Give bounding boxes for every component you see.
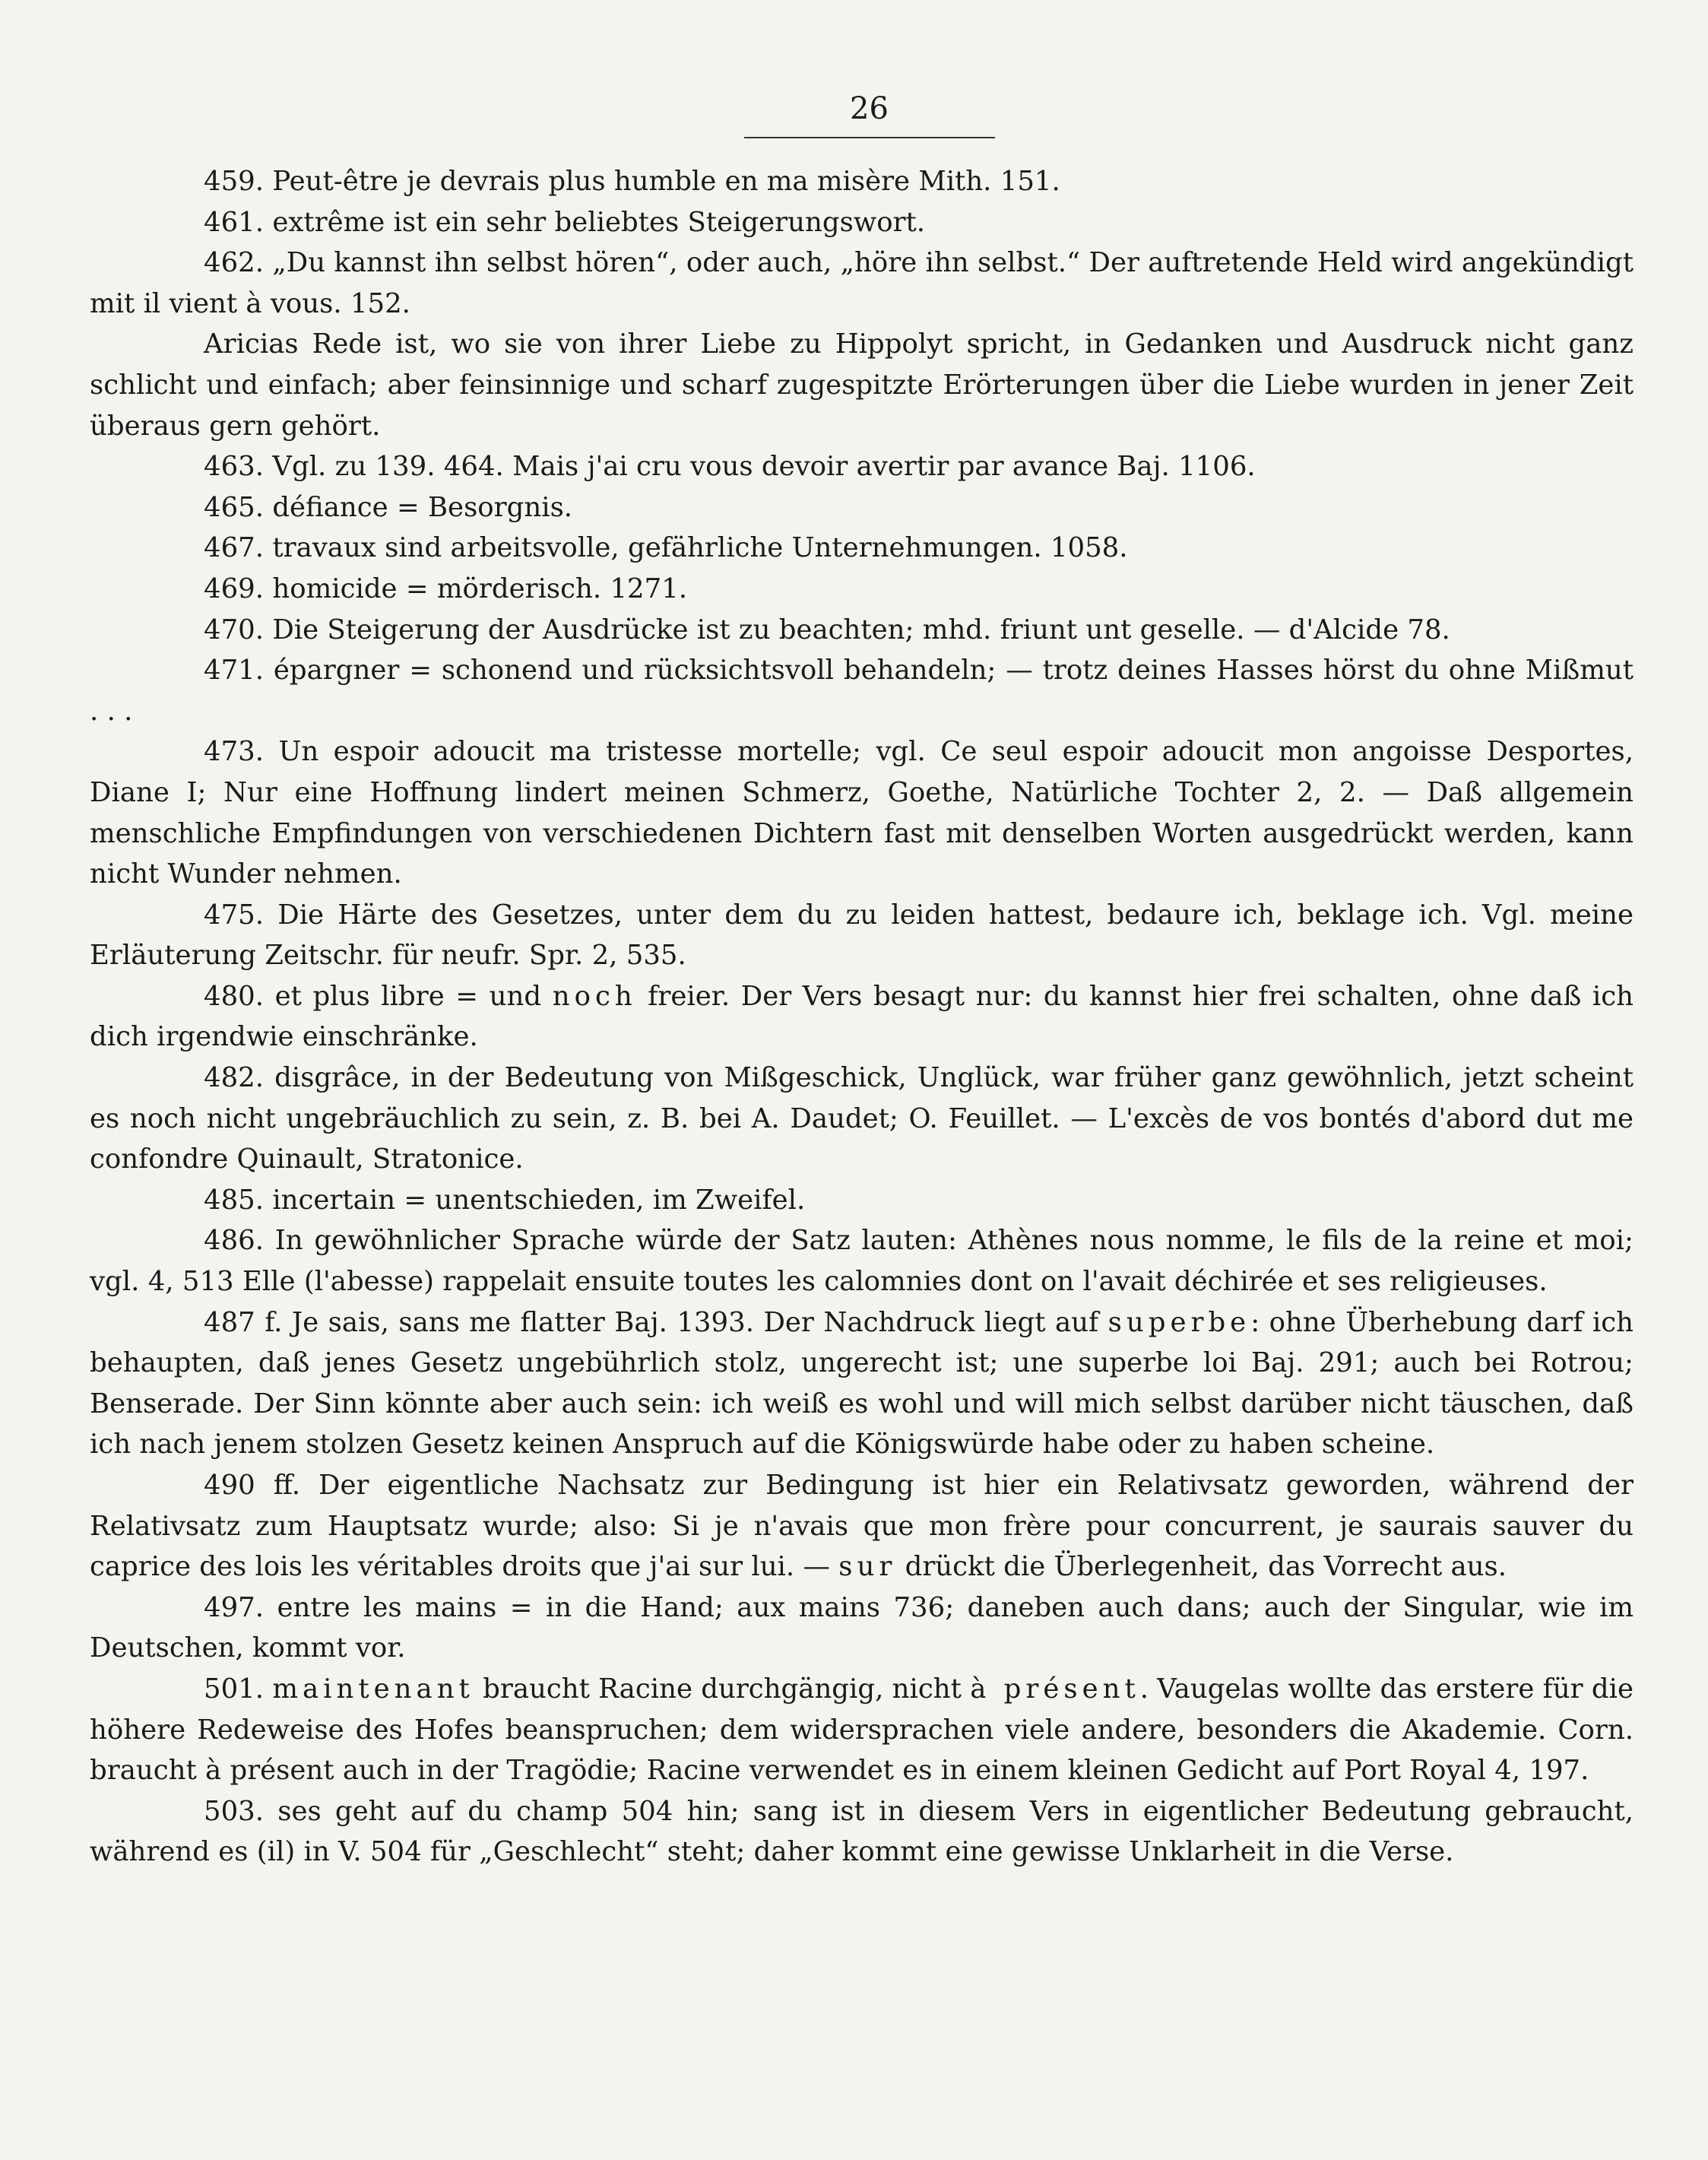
note-text: freier. Der Vers besagt nur: du kannst hier frei schalten, ohne daß ich dich irgendwie einschränke. (90, 980, 1634, 1053)
page-number: 26 (850, 91, 889, 126)
note-text: 482. disgrâce, in der Bedeutung von Mißgeschick, Unglück, war früher ganz gewöhnlich, jetzt scheint es noch nicht ungebräuchlich zu sein, z. B. bei A. Daudet; O. Feuillet. — L'excès de vos bontés d'abord dut me confondre Quinault, Stratonice. (90, 1062, 1634, 1175)
note-text: drückt die Überlegenheit, das Vorrecht aus. (896, 1551, 1507, 1583)
note-text: 461. extrême ist ein sehr beliebtes Steigerungswort. (204, 206, 926, 238)
note-paragraph (90, 243, 1634, 324)
note-text: 486. In gewöhnlicher Sprache würde der Satz lauten: Athènes nous nomme, le fils de la reine et moi; vgl. 4, 513 Elle (l'abesse) rappelait ensuite toutes les calomnies dont on l'avait déchirée et ses religieuses. (90, 1225, 1634, 1298)
note-paragraph (90, 202, 1634, 243)
note-text: 467. travaux sind arbeitsvolle, gefährliche Unternehmungen. 1058. (204, 532, 1128, 564)
spaced-emphasis: noch (552, 980, 637, 1012)
note-text: 465. défiance = Besorgnis. (204, 491, 573, 523)
note-paragraph (90, 610, 1634, 651)
note-paragraph (90, 976, 1634, 1058)
header-rule (744, 137, 995, 138)
note-paragraph (90, 1180, 1634, 1221)
note-paragraph (90, 1220, 1634, 1302)
note-text: 503. ses geht auf du champ 504 hin; sang ist in diesem Vers in eigentlicher Bedeutung gebraucht, während es (il) in V. 504 für „Geschlecht“ steht; daher kommt eine gewisse Unklarheit in die Verse. (90, 1795, 1634, 1868)
note-paragraph (90, 487, 1634, 528)
note-text: 497. entre les mains = in die Hand; aux mains 736; daneben auch dans; auch der Singular, wie im Deutschen, kommt vor. (90, 1591, 1634, 1664)
spaced-emphasis: maintenant (272, 1673, 474, 1705)
note-text: 487 f. Je sais, sans me flatter Baj. 1393. Der Nachdruck liegt auf (204, 1306, 1108, 1338)
note-text: braucht Racine durchgängig, nicht (474, 1673, 971, 1705)
note-paragraph (90, 161, 1634, 202)
note-text: 463. Vgl. zu 139. 464. Mais j'ai cru vous devoir avertir par avance Baj. 1106. (204, 451, 1256, 483)
note-paragraph (90, 569, 1634, 610)
spaced-emphasis: sur (838, 1551, 897, 1583)
note-paragraph (90, 650, 1634, 731)
note-paragraph (90, 1058, 1634, 1180)
note-paragraph (90, 731, 1634, 894)
note-text: 462. „Du kannst ihn selbst hören“, oder auch, „höre ihn selbst.“ Der auftretende Held wird angekündigt mit il vient à vous. 152. (90, 247, 1634, 319)
note-text: 473. Un espoir adoucit ma tristesse mortelle; vgl. Ce seul espoir adoucit mon angoisse Desportes, Diane I; Nur eine Hoffnung lindert meinen Schmerz, Goethe, Natürliche Tochter 2, 2. — Daß allgemein menschliche Empfindungen von verschiedenen Dichtern fast mit denselben Worten ausgedrückt werden, kann nicht Wunder nehmen. (90, 736, 1634, 890)
note-paragraph (90, 1587, 1634, 1669)
note-text: 475. Die Härte des Gesetzes, unter dem du zu leiden hattest, bedaure ich, beklage ich. Vgl. meine Erläuterung Zeitschr. für neufr. Spr. 2, 535. (90, 899, 1634, 972)
note-paragraph (90, 1465, 1634, 1587)
note-text: 469. homicide = mörderisch. 1271. (204, 573, 688, 604)
note-paragraph (90, 528, 1634, 569)
note-paragraph (90, 324, 1634, 446)
note-text: 485. incertain = unentschieden, im Zweifel. (204, 1184, 806, 1216)
spaced-emphasis: à présent (970, 1673, 1140, 1705)
note-text: 470. Die Steigerung der Ausdrücke ist zu beachten; mhd. friunt unt geselle. — d'Alcide 78. (204, 614, 1450, 645)
note-text: 501. (204, 1673, 273, 1705)
notes-body (90, 161, 1634, 1873)
spaced-emphasis: superbe (1108, 1306, 1251, 1338)
note-text: 480. et plus libre = und (204, 980, 553, 1012)
note-paragraph (90, 446, 1634, 487)
note-paragraph (90, 895, 1634, 976)
note-text: Aricias Rede ist, wo sie von ihrer Liebe zu Hippolyt spricht, in Gedanken und Ausdruck nicht ganz schlicht und einfach; aber feinsinnige und scharf zugespitzte Erörterungen über die Liebe wurden in jener Zeit überaus gern gehört. (90, 328, 1634, 442)
note-paragraph (90, 1302, 1634, 1465)
note-text: 490 ff. Der eigentliche Nachsatz zur Bedingung ist hier ein Relativsatz geworden, während der Relativsatz zum Hauptsatz wurde; also: Si je n'avais que mon frère pour concurrent, je saurais sauver du caprice des lois les véritables droits que j'ai sur lui. — (90, 1470, 1634, 1583)
note-text: : ohne Überhebung darf ich behaupten, daß jenes Gesetz ungebührlich stolz, ungerecht ist; une superbe loi Baj. 291; auch bei Rotrou; Benserade. Der Sinn könnte aber auch sein: ich weiß es wohl und will mich selbst darüber nicht täuschen, daß ich nach jenem stolzen Gesetz keinen Anspruch auf die Königswürde habe oder zu haben scheine. (90, 1306, 1634, 1461)
note-text: 471. épargner = schonend und rücksichtsvoll behandeln; — trotz deines Hasses hörst du ohne Mißmut . . . (90, 655, 1634, 727)
note-text: . Vaugelas wollte das erstere für die höhere Redeweise des Hofes beanspruchen; dem widersprachen viele andere, besonders die Akademie. Corn. braucht à présent auch in der Tragödie; Racine verwendet es in einem kleinen Gedicht auf Port Royal 4, 197. (90, 1673, 1634, 1787)
note-paragraph (90, 1791, 1634, 1873)
note-paragraph (90, 1669, 1634, 1791)
note-text: 459. Peut-être je devrais plus humble en ma misère Mith. 151. (204, 166, 1060, 197)
